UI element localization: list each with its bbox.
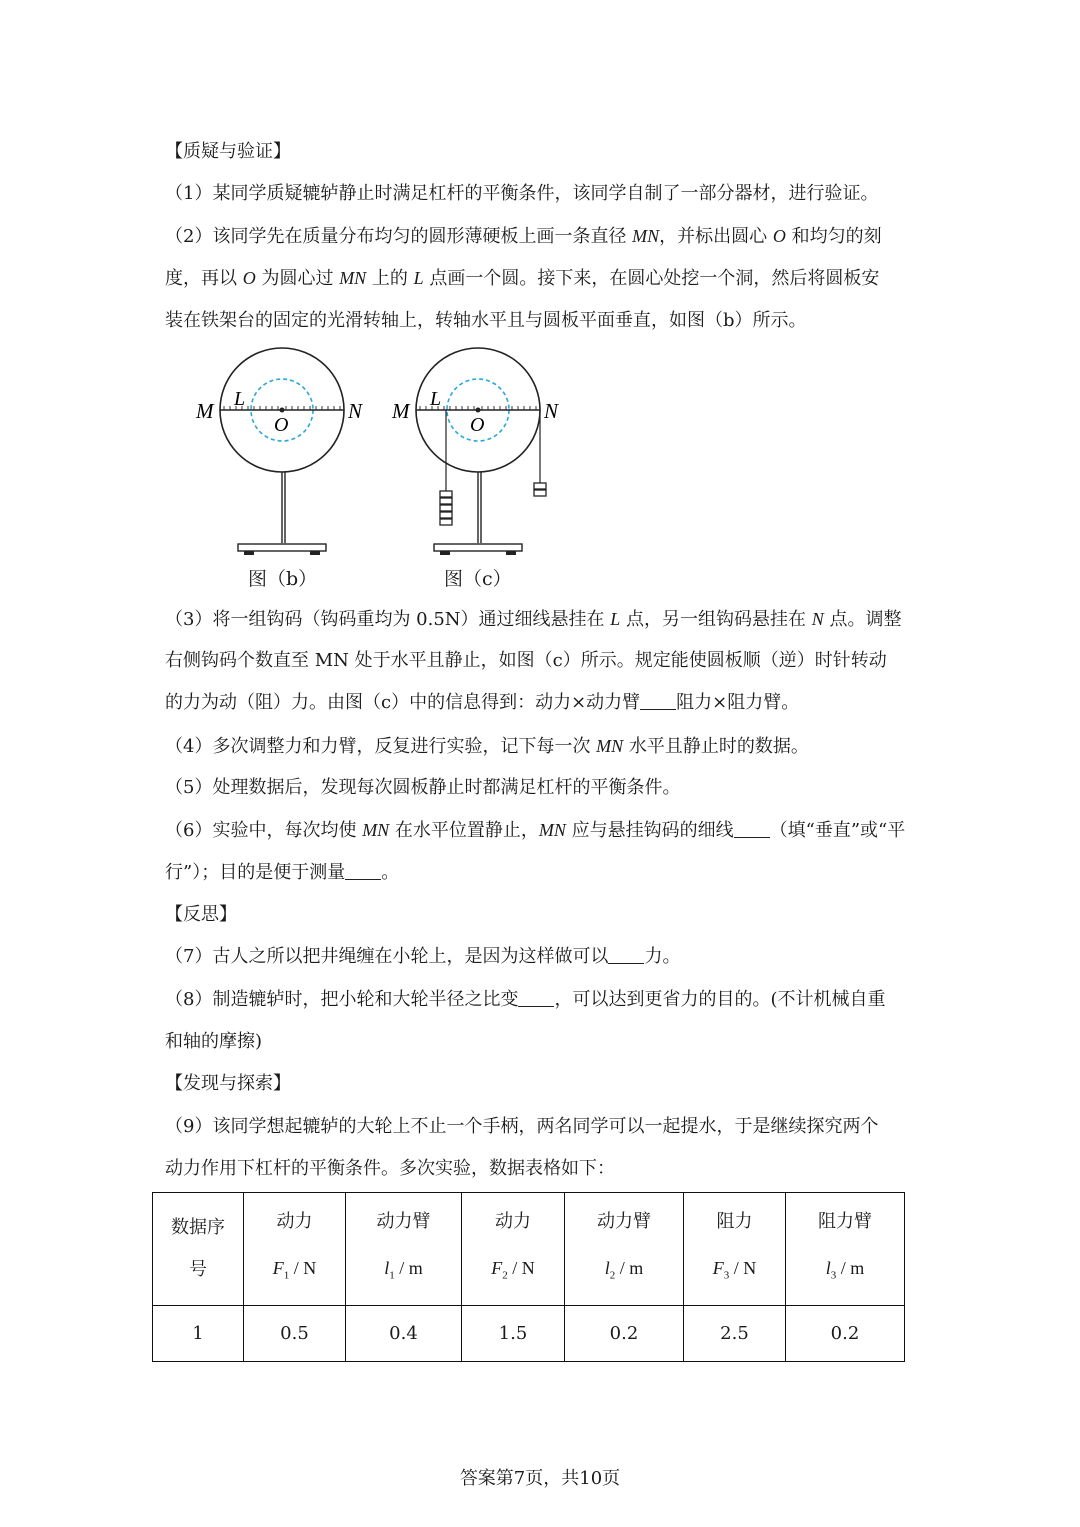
table-header-cell: 动力臂 $l_1$ / m [346, 1193, 462, 1306]
figure-b-label-o: O [274, 414, 289, 436]
answer-blank[interactable] [640, 691, 676, 710]
paragraph-7: （7）古人之所以把井绳缠在小轮上，是因为这样做可以 力。 [165, 946, 681, 967]
figure-b-label-l: L [234, 388, 246, 410]
table-header-cell: 动力 $F_2$ / N [462, 1193, 565, 1306]
section-doubt-heading: 【质疑与验证】 [165, 141, 291, 162]
table-header-row [153, 1193, 905, 1306]
paragraph-3-line-3: 的力为动（阻）力。由图（c）中的信息得到：动力×动力臂 阻力×阻力臂。 [165, 692, 800, 713]
figure-c-label-l: L [430, 388, 442, 410]
paragraph-9-line-2: 动力作用下杠杆的平衡条件。多次实验，数据表格如下： [165, 1158, 615, 1179]
paragraph-4: （4）多次调整力和力臂，反复进行实验，记下每一次 MN 水平且静止时的数据。 [165, 736, 809, 757]
paragraph-2-line-2: 度，再以 O 为圆心过 MN 上的 L 点画一个圆。接下来，在圆心处挖一个洞，然后将圆板安 [165, 268, 880, 289]
figure-c-caption: 图（c） [444, 568, 512, 590]
figure-c-label-m: M [392, 399, 410, 423]
paragraph-5: （5）处理数据后，发现每次圆板静止时都满足杠杆的平衡条件。 [165, 777, 681, 798]
paragraph-8-line-1: （8）制造辘轳时，把小轮和大轮半径之比变 ，可以达到更省力的目的。(不计机械自重 [165, 989, 886, 1010]
table-cell: 1 [153, 1306, 244, 1362]
table-header-cell: 阻力 $F_3$ / N [684, 1193, 786, 1306]
paragraph-3-line-1: （3）将一组钩码（钩码重均为 0.5N）通过细线悬挂在 L 点，另一组钩码悬挂在 N 点。调整 [165, 609, 902, 630]
figure-b-drawing [195, 348, 363, 555]
paragraph-2-line-3: 装在铁架台的固定的光滑转轴上，转轴水平且与圆板平面垂直，如图（b）所示。 [165, 310, 807, 331]
right-weights [534, 483, 546, 496]
left-weights [440, 491, 452, 525]
figure-c-label-o: O [470, 414, 485, 436]
answer-blank[interactable] [345, 861, 381, 880]
paragraph-6-line-1: （6）实验中，每次均使 MN 在水平位置静止，MN 应与悬挂钩码的细线 （填“垂直”或“平 [165, 820, 906, 841]
section-reflect-heading: 【反思】 [165, 904, 237, 925]
paragraph-1: （1）某同学质疑辘轳静止时满足杠杆的平衡条件，该同学自制了一部分器材，进行验证。 [165, 183, 879, 204]
paragraph-6-line-2: 行”）；目的是便于测量 。 [165, 862, 400, 883]
answer-blank[interactable] [518, 988, 554, 1007]
table-cell: 2.5 [684, 1306, 786, 1362]
paragraph-9-line-1: （9）该同学想起辘轳的大轮上不止一个手柄，两名同学可以一起提水，于是继续探究两个 [165, 1116, 879, 1137]
table-cell: 0.2 [786, 1306, 905, 1362]
table-header-cell: 动力臂 $l_2$ / m [565, 1193, 684, 1306]
page-footer: 答案第7页，共10页 [459, 1468, 621, 1489]
table-header-cell: 阻力臂 $l_3$ / m [786, 1193, 905, 1306]
data-table [152, 1192, 905, 1362]
section-explore-heading: 【发现与探索】 [165, 1073, 291, 1094]
table-cell: 1.5 [462, 1306, 565, 1362]
table-row [153, 1306, 905, 1362]
figure-c-label-n: N [544, 399, 559, 423]
paragraph-2-line-1: （2）该同学先在质量分布均匀的圆形薄硬板上画一条直径 MN，并标出圆心 O 和均匀的刻 [165, 226, 882, 247]
figure-b-caption: 图（b） [248, 568, 318, 590]
answer-blank[interactable] [734, 819, 770, 838]
figure-b-label-n: N [348, 399, 363, 423]
figure-c-drawing [391, 348, 559, 555]
table-cell: 0.2 [565, 1306, 684, 1362]
table-cell: 0.4 [346, 1306, 462, 1362]
paragraph-8-line-2: 和轴的摩擦) [165, 1031, 263, 1052]
figure-b-label-m: M [196, 399, 214, 423]
paragraph-3-line-2: 右侧钩码个数直至 MN 处于水平且静止，如图（c）所示。规定能使圆板顺（逆）时针转动 [165, 650, 887, 671]
lever-disk-figure [190, 345, 580, 560]
answer-blank[interactable] [608, 945, 644, 964]
table-header-cell: 动力 $F_1$ / N [244, 1193, 346, 1306]
table-header-cell: 数据序 号 [153, 1193, 244, 1306]
table-cell: 0.5 [244, 1306, 346, 1362]
